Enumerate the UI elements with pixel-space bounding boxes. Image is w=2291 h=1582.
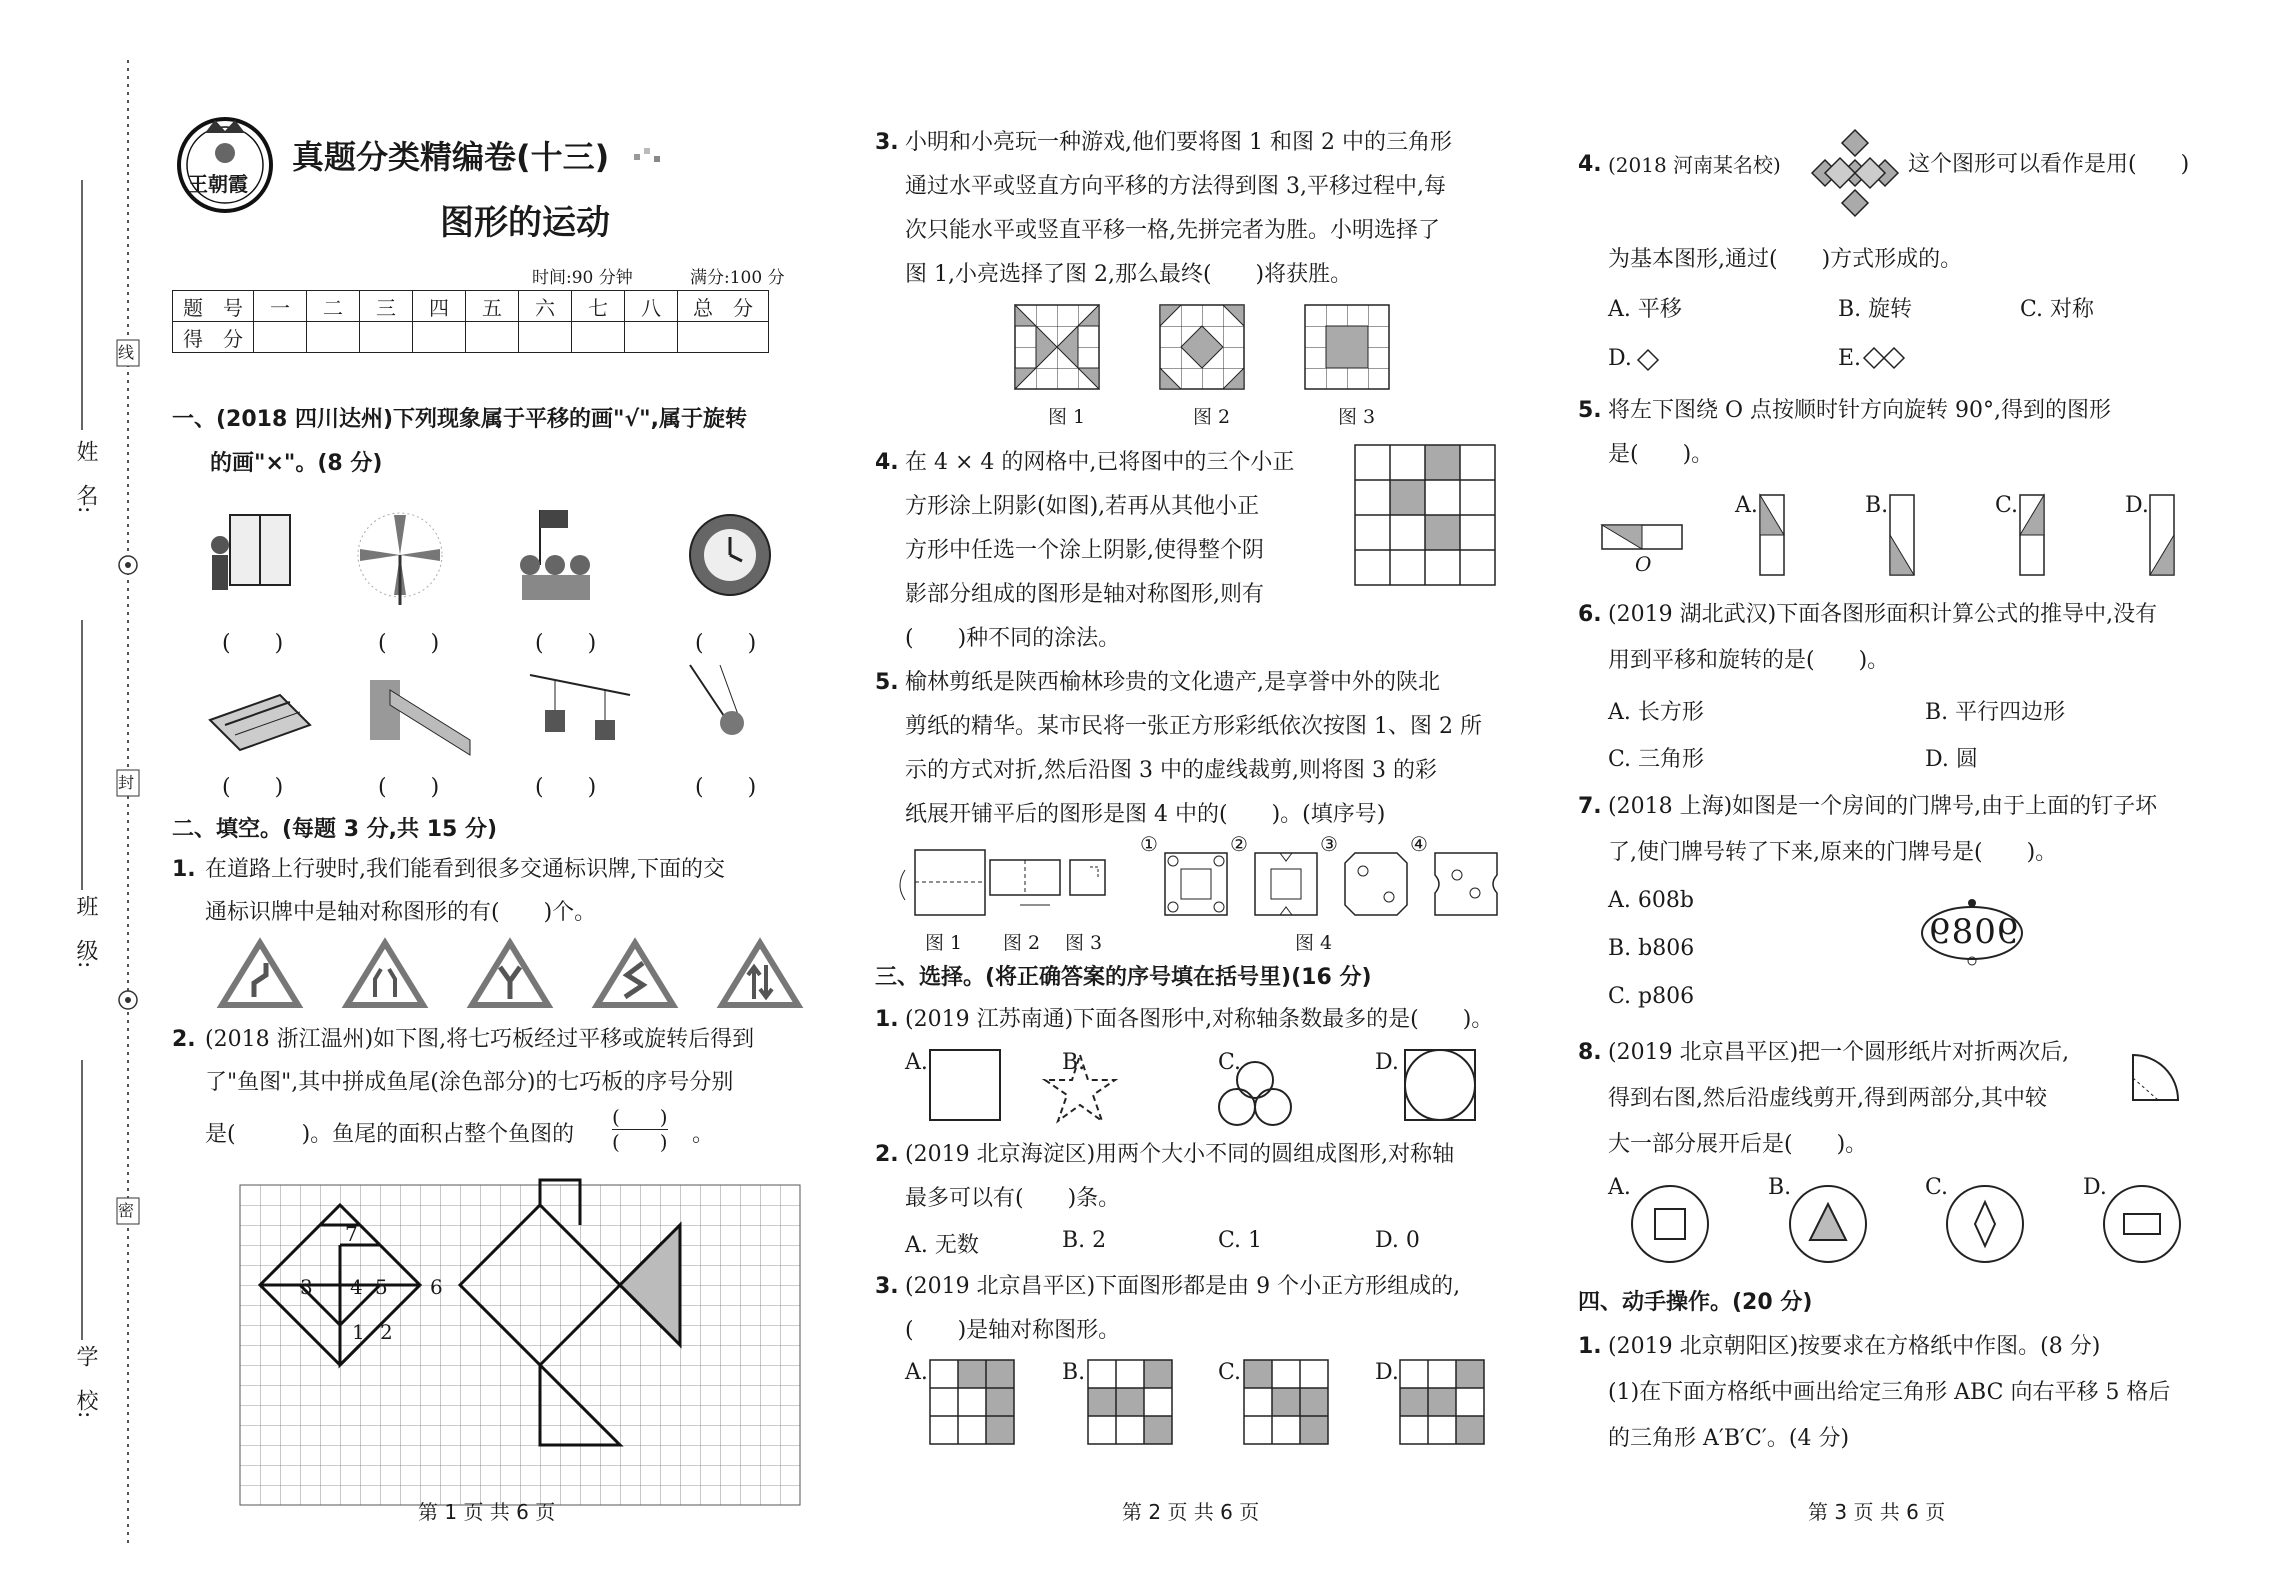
option-label: C.	[1218, 1360, 1242, 1385]
section-4-title: 四、动手操作。(20 分)	[1578, 1290, 1813, 1315]
score-header-cell: 七	[572, 291, 625, 322]
question-number: 1.	[875, 1007, 899, 1032]
option-label: A.	[1608, 1175, 1631, 1200]
four-by-four-grid	[1355, 445, 1495, 585]
score-input-cell[interactable]	[413, 322, 466, 353]
choice-option[interactable]: A. 平移	[1608, 297, 1682, 322]
question-text: 通标识牌中是轴对称图形的有( )个。	[205, 900, 597, 925]
option-label: B.	[1062, 1050, 1086, 1075]
choice-option[interactable]: C. 三角形	[1608, 747, 1705, 772]
unfold-c	[1947, 1186, 2023, 1262]
unfold-d	[2104, 1186, 2180, 1262]
answer-paren[interactable]: ( )	[535, 775, 597, 800]
score-input-cell[interactable]	[678, 322, 769, 353]
tangram-label: 7	[345, 1222, 358, 1246]
question-text: 用到平移和旋转的是( )。	[1608, 648, 1890, 673]
question-text: ( )是轴对称图形。	[905, 1318, 1121, 1343]
nine-square-c	[1244, 1360, 1328, 1444]
choice-option[interactable]: E.	[1838, 346, 1862, 371]
unfolded-options	[1630, 1182, 2230, 1272]
question-text: (2019 北京朝阳区)按要求在方格纸中作图。(8 分)	[1608, 1334, 2101, 1359]
fold-step-1	[900, 850, 985, 915]
answer-paren[interactable]: ( )	[378, 775, 440, 800]
score-header-cell: 一	[254, 291, 307, 322]
score-row-label: 得 分	[173, 322, 254, 353]
figure-caption: 图 2	[1193, 406, 1231, 428]
choice-option[interactable]: C. p806	[1608, 984, 1695, 1009]
question-number: 4.	[1578, 152, 1602, 177]
star-option	[1045, 1055, 1115, 1121]
exam-time: 时间:90 分钟	[532, 268, 633, 288]
question-number: 8.	[1578, 1040, 1602, 1065]
question-text: (2018 河南某名校)	[1608, 153, 1781, 177]
point-o-label: O	[1635, 552, 1652, 576]
exam-title: 真题分类精编卷(十三)	[292, 138, 610, 176]
tangram-label: 3	[300, 1275, 313, 1299]
name-label: 姓 名:	[73, 440, 98, 514]
question-text: 方形中任选一个涂上阴影,使得整个阴	[905, 538, 1264, 563]
nine-square-d	[1400, 1360, 1484, 1444]
score-header-cell: 八	[625, 291, 678, 322]
question-text: 图 1,小亮选择了图 2,那么最终( )将获胜。	[905, 262, 1353, 287]
brand-logo	[175, 115, 275, 215]
rotation-option-b	[1890, 495, 1914, 575]
puzzle-fig-2	[1160, 305, 1244, 389]
score-header-cell: 二	[307, 291, 360, 322]
question-text: 榆林剪纸是陕西榆林珍贵的文化遗产,是享誉中外的陕北	[905, 670, 1440, 695]
clock-apple-picture	[690, 515, 770, 595]
rotated-diamond-figure	[1800, 125, 1910, 225]
figure-caption: 图 1	[925, 932, 963, 954]
score-header-cell: 六	[519, 291, 572, 322]
quarter-circle-figure	[2128, 1050, 2188, 1110]
page-footer-3: 第 3 页 共 6 页	[1808, 1500, 1946, 1524]
question-number: 4.	[875, 450, 899, 475]
option-marker: ③	[1320, 832, 1338, 856]
unfold-a	[1632, 1186, 1708, 1262]
question-number: 1.	[172, 857, 196, 882]
unfold-b	[1790, 1186, 1866, 1262]
tangram-label: 2	[380, 1320, 393, 1344]
section-2-title: 二、填空。(每题 3 分,共 15 分)	[172, 817, 498, 842]
option-marker: ④	[1410, 832, 1428, 856]
question-text: 次只能水平或竖直平移一格,先拼完者为胜。小明选择了	[905, 218, 1440, 243]
question-text: (2019 江苏南通)下面各图形中,对称轴条数最多的是( )。	[905, 1007, 1494, 1032]
question-text: 最多可以有( )条。	[905, 1186, 1121, 1211]
page-footer-1: 第 1 页 共 6 页	[418, 1500, 556, 1524]
slide-picture	[370, 680, 470, 755]
choice-option[interactable]: A. 无数	[905, 1233, 979, 1258]
score-header-cell: 四	[413, 291, 466, 322]
choice-option[interactable]: A. 608b	[1608, 888, 1694, 913]
section-3-title: 三、选择。(将正确答案的序号填在括号里)(16 分)	[875, 965, 1372, 990]
bind-mark: 密	[118, 1201, 135, 1220]
symmetry-options	[930, 1045, 1490, 1125]
option-label: D.	[1375, 1360, 1399, 1385]
line-mark: 线	[118, 343, 135, 362]
option-label: D.	[1375, 1050, 1399, 1075]
score-input-cell[interactable]	[572, 322, 625, 353]
exam-subtitle: 图形的运动	[440, 203, 610, 243]
question-text: 了"鱼图",其中拼成鱼尾(涂色部分)的七巧板的序号分别	[205, 1070, 734, 1095]
question-text: (2019 北京昌平区)把一个圆形纸片对折两次后,	[1608, 1040, 2070, 1065]
fraction-answer[interactable]	[612, 1105, 668, 1154]
sign-narrow-road-icon	[347, 943, 423, 1005]
sign-two-way-icon	[722, 943, 798, 1005]
choice-option[interactable]: C. 1	[1218, 1228, 1263, 1253]
option-label: C.	[1218, 1050, 1242, 1075]
choice-option[interactable]: B. 旋转	[1838, 297, 1913, 322]
option-label: C.	[1925, 1175, 1949, 1200]
option-label: A.	[1735, 493, 1758, 518]
three-circles-option	[1219, 1062, 1291, 1125]
question-number: 6.	[1578, 602, 1602, 627]
exam-full-score: 满分:100 分	[690, 268, 785, 288]
school-label: 学 校:	[73, 1345, 98, 1419]
question-number: 5.	[875, 670, 899, 695]
choice-option[interactable]: B. b806	[1608, 936, 1695, 961]
question-text: 在道路上行驶时,我们能看到很多交通标识牌,下面的交	[205, 857, 725, 882]
circle-in-square-option	[1405, 1050, 1475, 1120]
unfold-option-1	[1165, 853, 1227, 915]
flag-parade-picture	[520, 510, 590, 600]
rotation-option-c	[2020, 495, 2044, 575]
score-header-cell: 题 号	[173, 291, 254, 322]
option-marker: ②	[1230, 832, 1248, 856]
seal-mark: 封	[118, 773, 135, 792]
question-text: (2019 北京昌平区)下面图形都是由 9 个小正方形组成的,	[905, 1274, 1461, 1299]
logo-text: 王朝霞	[188, 172, 248, 196]
question-text: 将左下图绕 O 点按顺时针方向旋转 90°,得到的图形	[1608, 398, 2112, 423]
choice-option[interactable]: D. 圆	[1925, 747, 1978, 772]
section-1-title: 一、(2018 四川达州)下列现象属于平移的画"√",属于旋转	[172, 407, 747, 432]
question-text: 剪纸的精华。某市民将一张正方形彩纸依次按图 1、图 2 所	[905, 714, 1482, 739]
sign-zigzag-icon	[597, 943, 673, 1005]
question-text: 纸展开铺平后的图形是图 4 中的( )。(填序号)	[905, 802, 1386, 827]
answer-paren[interactable]: ( )	[378, 631, 440, 656]
title-decoration	[634, 148, 674, 168]
score-input-cell[interactable]	[254, 322, 307, 353]
nine-square-a	[930, 1360, 1014, 1444]
answer-paren[interactable]: ( )	[695, 775, 757, 800]
score-input-cell[interactable]	[519, 322, 572, 353]
paper-cutting-figures	[890, 845, 1510, 925]
windmill-picture	[358, 513, 442, 605]
question-text: 小明和小亮玩一种游戏,他们要将图 1 和图 2 中的三角形	[905, 130, 1452, 155]
period-mark: 。	[692, 1122, 715, 1147]
question-number: 2.	[875, 1142, 899, 1167]
original-shape	[1602, 525, 1682, 549]
option-label: C.	[1995, 493, 2019, 518]
question-text: (2018 上海)如图是一个房间的门牌号,由于上面的钉子坏	[1608, 794, 2158, 819]
double-diamond-icon	[1862, 346, 1932, 376]
abacus-picture	[210, 695, 310, 750]
puzzle-fig-1	[1015, 305, 1099, 389]
figure-caption: 图 1	[1048, 406, 1086, 428]
option-label: B.	[1062, 1360, 1086, 1385]
square-option	[930, 1050, 1000, 1120]
tangram-label: 1	[352, 1320, 365, 1344]
answer-paren[interactable]: ( )	[222, 631, 284, 656]
unfold-option-4	[1435, 853, 1497, 915]
sign-curve-icon	[222, 943, 298, 1005]
option-label: A.	[905, 1360, 928, 1385]
class-label: 班 级:	[73, 895, 98, 969]
question-number: 2.	[172, 1027, 196, 1052]
question-text: 得到右图,然后沿虚线剪开,得到两部分,其中较	[1608, 1086, 2047, 1111]
tangram-label: 5	[375, 1275, 388, 1299]
option-label: B.	[1768, 1175, 1792, 1200]
choice-option[interactable]: D.	[1608, 346, 1632, 371]
question-text: (2019 湖北武汉)下面各图形面积计算公式的推导中,没有	[1608, 602, 2158, 627]
sign-y-junction-icon	[472, 943, 548, 1005]
fold-step-3	[1070, 860, 1105, 895]
fraction-numerator: ( )	[612, 1105, 668, 1129]
nine-square-b	[1088, 1360, 1172, 1444]
score-header-cell: 总 分	[678, 291, 769, 322]
question-number: 3.	[875, 130, 899, 155]
rotation-options	[1600, 495, 2200, 585]
question-text: 通过水平或竖直方向平移的方法得到图 3,平移过程中,每	[905, 174, 1446, 199]
option-label: D.	[2083, 1175, 2107, 1200]
score-input-cell[interactable]	[466, 322, 519, 353]
answer-paren[interactable]: ( )	[222, 775, 284, 800]
score-input-cell[interactable]	[625, 322, 678, 353]
cable-car-picture	[530, 675, 630, 740]
option-marker: ①	[1140, 832, 1158, 856]
option-label: B.	[1865, 493, 1889, 518]
question-number: 3.	[875, 1274, 899, 1299]
question-number: 7.	[1578, 794, 1602, 819]
option-label: D.	[2125, 493, 2149, 518]
window-picture	[211, 515, 290, 590]
page-footer-2: 第 2 页 共 6 页	[1122, 1500, 1260, 1524]
section-1-title-cont: 的画"×"。(8 分)	[210, 451, 383, 476]
puzzle-fig-3	[1305, 305, 1389, 389]
answer-paren[interactable]: ( )	[535, 631, 597, 656]
question-text: (1)在下面方格纸中画出给定三角形 ABC 向右平移 5 格后	[1608, 1380, 2171, 1405]
question-number: 1.	[1578, 1334, 1602, 1359]
choice-option[interactable]: B. 平行四边形	[1925, 700, 2066, 725]
answer-paren[interactable]: ( )	[695, 631, 757, 656]
choice-option[interactable]: B. 2	[1062, 1228, 1107, 1253]
question-text: 在 4 × 4 的网格中,已将图中的三个小正	[905, 450, 1295, 475]
question-text: 示的方式对折,然后沿图 3 中的虚线裁剪,则将图 3 的彩	[905, 758, 1437, 783]
question-text: 大一部分展开后是( )。	[1608, 1132, 1868, 1157]
option-label: A.	[905, 1050, 928, 1075]
unfold-option-3	[1345, 853, 1407, 915]
question-text: 这个图形可以看作是用( )	[1908, 152, 2190, 177]
score-header-cell: 五	[466, 291, 519, 322]
swing-picture	[690, 665, 744, 735]
triangle-puzzle-figures	[1015, 305, 1415, 395]
choice-option[interactable]: D. 0	[1375, 1228, 1420, 1253]
fraction-denominator: ( )	[612, 1130, 668, 1154]
question-text: 方形涂上阴影(如图),若再从其他小正	[905, 494, 1260, 519]
tangram-label: 6	[430, 1275, 443, 1299]
figure-caption: 图 2	[1003, 932, 1041, 954]
question-text: 是( )。鱼尾的面积占整个鱼图的	[205, 1122, 575, 1147]
rotation-option-d	[2150, 495, 2174, 575]
choice-option[interactable]: C. 对称	[2020, 297, 2095, 322]
phenomena-pictures-row-1	[200, 505, 1020, 615]
figure-caption: 图 4	[1295, 932, 1333, 954]
question-text: (2019 北京海淀区)用两个大小不同的圆组成图形,对称轴	[905, 1142, 1455, 1167]
score-input-cell[interactable]	[307, 322, 360, 353]
question-text: 的三角形 A′B′C′。(4 分)	[1608, 1426, 1850, 1451]
score-input-cell[interactable]	[360, 322, 413, 353]
figure-caption: 图 3	[1338, 406, 1376, 428]
door-plate-number: 9089	[1928, 912, 2019, 952]
choice-option[interactable]: A. 长方形	[1608, 700, 1704, 725]
nine-square-options	[930, 1360, 1490, 1450]
small-diamond-icon	[1636, 348, 1706, 378]
question-text: (2018 浙江温州)如下图,将七巧板经过平移或旋转后得到	[205, 1027, 755, 1052]
question-text: 为基本图形,通过( )方式形成的。	[1608, 247, 1963, 272]
tangram-label: 4	[350, 1275, 363, 1299]
rotation-option-a	[1760, 495, 1784, 575]
question-text: 影部分组成的图形是轴对称图形,则有	[905, 582, 1264, 607]
unfold-option-2	[1255, 853, 1317, 915]
figure-caption: 图 3	[1065, 932, 1103, 954]
score-header-cell: 三	[360, 291, 413, 322]
question-text: 是( )。	[1608, 442, 1714, 467]
tangram-fish-grid	[240, 1185, 840, 1515]
score-table	[172, 290, 769, 353]
question-text: ( )种不同的涂法。	[905, 626, 1121, 651]
question-text: 了,使门牌号转了下来,原来的门牌号是( )。	[1608, 840, 2058, 865]
traffic-signs	[220, 935, 840, 1015]
fold-step-2	[990, 860, 1060, 905]
question-number: 5.	[1578, 398, 1602, 423]
